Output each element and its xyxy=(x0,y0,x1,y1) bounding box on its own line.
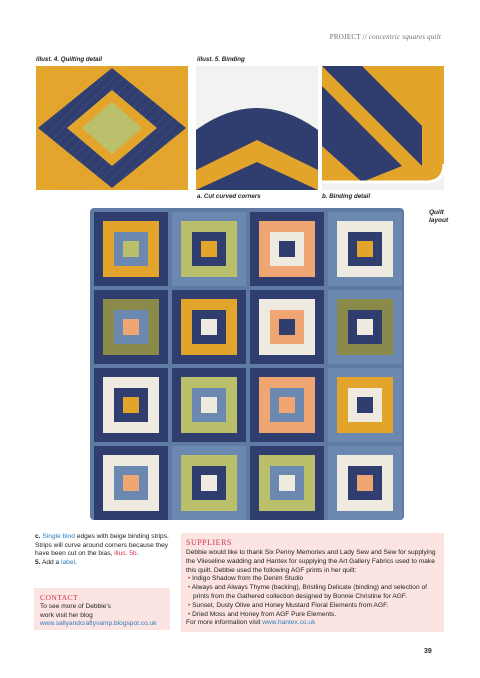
caption-b: b. Binding detail xyxy=(322,193,371,200)
quilt-block-ring xyxy=(357,241,373,257)
step-c-text: edges with beige binding strips. Strips will curve around corners because they have been cut on the bias, xyxy=(35,533,169,558)
quilting-detail-photo xyxy=(36,66,188,190)
page-number: 39 xyxy=(424,648,432,655)
more-info-text: For more information visit xyxy=(186,619,263,627)
step-5 xyxy=(35,559,175,568)
quilt-block-ring xyxy=(123,475,139,491)
contact-box xyxy=(34,588,170,630)
suppliers-box xyxy=(181,533,444,632)
supplier-bullet-text: Sunset, Dusty Olive and Honey Mustard Floral Elements from AGF. xyxy=(192,601,389,609)
suppliers-body xyxy=(186,549,441,628)
illus5-label: illust. 5. Binding xyxy=(197,56,245,63)
quilt-block-ring xyxy=(201,241,217,257)
caption-a: a. Cut curved corners xyxy=(197,193,261,200)
step-5-text: Add a xyxy=(40,558,62,566)
step-c-end: . xyxy=(136,550,139,558)
illus-5b-ref[interactable]: illus. 5b xyxy=(114,550,137,558)
cut-curved-corners-photo xyxy=(196,66,318,190)
quilt-block-ring xyxy=(279,241,295,257)
quilt-label-line1: Quilt xyxy=(429,209,444,216)
page-header xyxy=(330,33,441,41)
quilt-block-ring xyxy=(357,319,373,335)
step-5-end: . xyxy=(74,558,77,566)
binding-detail-photo xyxy=(322,66,444,190)
quilt-label-line2: layout xyxy=(429,217,449,224)
quilt-layout-image xyxy=(86,205,408,523)
quilt-block-ring xyxy=(279,475,295,491)
header-title: concentric squares quilt xyxy=(368,33,441,41)
quilt-block-ring xyxy=(279,397,295,413)
contact-title: CONTACT xyxy=(40,593,79,602)
illus4-label: illust. 4. Quilting detail xyxy=(36,56,103,63)
more-info xyxy=(186,619,441,628)
steps-text xyxy=(35,533,175,567)
supplier-bullet: • Always and Always Thyme (backing), Bristling Delicate (binding) and selection of prints from the Gathered collection designed by Bonnie Christine for AGF. xyxy=(188,584,427,600)
label-link[interactable]: label xyxy=(61,558,75,566)
hantex-link[interactable]: www.hantex.co.uk xyxy=(262,619,316,627)
header-separator: // xyxy=(360,33,369,41)
quilt-block-ring xyxy=(123,397,139,413)
quilt-block-ring xyxy=(201,397,217,413)
suppliers-intro: Debbie would like to thank Six Penny Memories and Lady Sew and Sew for supplying the Vlieseline wadding and Hantex for supplying the Art Gallery Fabrics used to make this quilt. Debbie used the following AGF prints in her quilt: xyxy=(186,549,436,574)
step-5-letter: 5. xyxy=(35,558,41,566)
supplier-bullet-text: Always and Always Thyme (backing), Bristling Delicate (binding) and selection of prints from the Gathered collection designed by Bonnie Christine for AGF. xyxy=(191,584,427,600)
supplier-bullet: • Indigo Shadow from the Denim Studio xyxy=(188,575,304,583)
quilt-block-ring xyxy=(201,319,217,335)
header-section: PROJECT xyxy=(329,33,361,41)
contact-line1: To see more of Debbie's xyxy=(40,603,111,610)
suppliers-title: SUPPLIERS xyxy=(186,538,232,547)
quilt-layout-label xyxy=(429,209,448,225)
contact-line2: work visit her blog xyxy=(40,611,93,619)
step-c-letter: c. xyxy=(35,533,41,540)
supplier-bullet: • Sunset, Dusty Olive and Honey Mustard Floral Elements from AGF. xyxy=(188,601,389,609)
quilt-block-ring xyxy=(357,397,373,413)
step-c xyxy=(35,533,175,559)
quilt-block-ring xyxy=(279,319,295,335)
quilt-block-ring xyxy=(357,475,373,491)
quilt-block-ring xyxy=(123,319,139,335)
quilt-block-ring xyxy=(123,241,139,257)
supplier-bullet: • Dried Moss and Honey from AGF Pure Elements. xyxy=(188,610,337,618)
blog-link[interactable]: www.sallyandcraftyvamp.blogspot.co.uk xyxy=(40,620,157,627)
single-bind-link[interactable]: Single bind xyxy=(42,533,75,540)
supplier-bullet-text: Dried Moss and Honey from AGF Pure Elements. xyxy=(192,610,337,618)
quilt-block-ring xyxy=(201,475,217,491)
supplier-bullet-text: Indigo Shadow from the Denim Studio xyxy=(192,575,304,583)
